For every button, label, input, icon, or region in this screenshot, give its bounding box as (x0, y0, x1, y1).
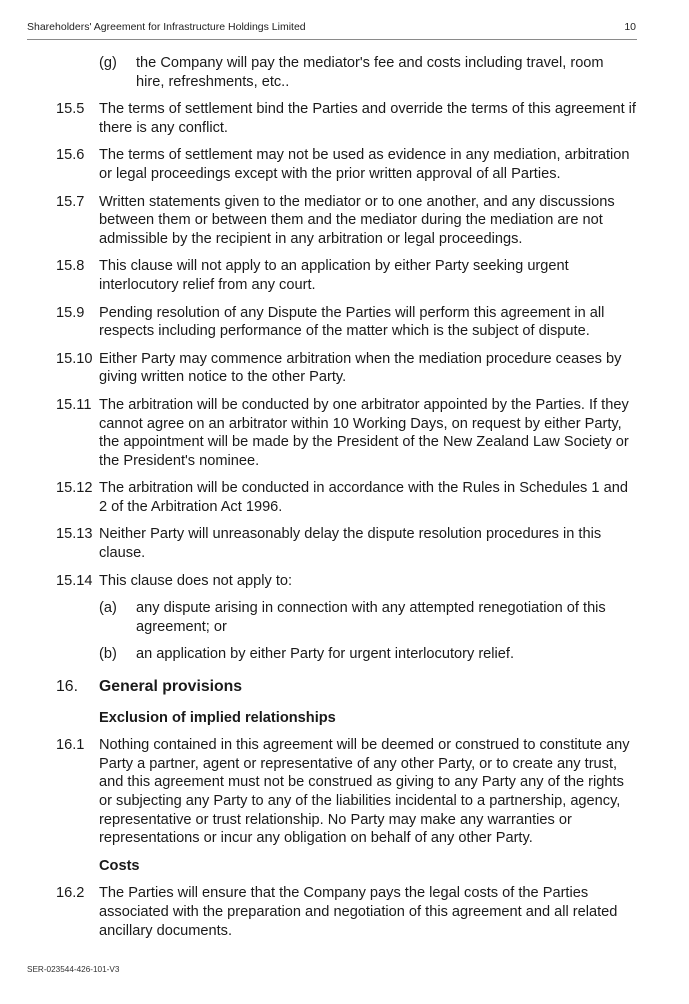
item-number: (a) (99, 600, 117, 617)
clause-text: The terms of settlement may not be used as evidence in any mediation, arbitration or legal proceedings except with the prior written approval of all Parties. (99, 147, 630, 182)
clause-number: 15.11 (56, 396, 92, 413)
clause-number: 15.14 (56, 572, 93, 589)
clause-15-10 (56, 350, 636, 387)
clause-15-9 (56, 304, 636, 341)
clause-16-1 (56, 736, 636, 848)
clause-text: Either Party may commence arbitration when the mediation procedure ceases by giving written notice to the other Party. (99, 350, 622, 386)
clause-number: 15.7 (56, 193, 85, 210)
clause-text: The Parties will ensure that the Company pays the legal costs of the Parties associated with the preparation and negotiation of this agreement and all related ancillary documents. (99, 885, 618, 939)
clause-text: The arbitration will be conducted by one arbitrator appointed by the Parties. If they cannot agree on an arbitrator within 10 Working Days, on request by either Party, the appointment will be made by the President of the New Zealand Law Society or the President's nominee. (99, 396, 629, 469)
clause-text: Pending resolution of any Dispute the Parties will perform this agreement in all respects including performance of the matter which is the subject of dispute. (99, 304, 605, 340)
list-item-b (99, 645, 636, 664)
clause-number: 15.10 (56, 350, 93, 367)
clause-15-11 (56, 396, 636, 470)
item-text: the Company will pay the mediator's fee and costs including travel, room hire, refreshments, etc.. (136, 55, 604, 90)
document-title: Shareholders' Agreement for Infrastructure Holdings Limited (27, 21, 306, 33)
clause-text: Written statements given to the mediator or to one another, and any discussions between them or between them and the mediator during the mediation are not admissible by the recipient in any arbitration or legal proceedings. (99, 193, 615, 247)
clause-15-7 (56, 193, 636, 249)
clause-text: The terms of settlement bind the Parties and override the terms of this agreement if there is any conflict. (99, 101, 636, 136)
clause-text: Neither Party will unreasonably delay the dispute resolution procedures in this clause. (99, 526, 602, 562)
clause-number: 15.12 (56, 480, 93, 497)
clause-15-8 (56, 257, 636, 294)
clause-number: 16.1 (56, 737, 85, 754)
page-number: 10 (624, 21, 636, 33)
subheading-costs: Costs (99, 857, 140, 874)
clause-15-13 (56, 525, 636, 562)
clause-15-5 (56, 100, 636, 137)
clause-16-2 (56, 884, 636, 940)
clause-number: 16.2 (56, 885, 85, 902)
document-body (56, 54, 636, 949)
clause-text: The arbitration will be conducted in accordance with the Rules in Schedules 1 and 2 of the Arbitration Act 1996. (99, 480, 628, 515)
document-reference: SER-023544-426-101-V3 (27, 965, 120, 974)
clause-15-12 (56, 479, 636, 516)
item-text: an application by either Party for urgent interlocutory relief. (136, 646, 515, 663)
list-item-g (99, 54, 636, 91)
list-item-a (99, 599, 636, 636)
subheading-exclusion: Exclusion of implied relationships (99, 709, 336, 726)
item-text: any dispute arising in connection with any attempted renegotiation of this agreement; or (136, 600, 606, 635)
clause-15-6 (56, 146, 636, 183)
clause-text: Nothing contained in this agreement will be deemed or construed to constitute any Party a partner, agent or representative of any other Party, or to create any trust, and this agreement must not be construed as giving to any Party any of the rights or subjecting any Party to any of the liabilities incidental to a partnership, agency, representative or trust relationship. No Party may make any warranties or representations or incur any obligation on behalf of any other Party. (99, 737, 630, 847)
header-divider (27, 39, 637, 40)
section-number: 16. (56, 678, 78, 696)
item-number: (g) (99, 55, 117, 71)
clause-text: This clause will not apply to an application by either Party seeking urgent interlocutory relief from any court. (99, 258, 569, 293)
clause-text: This clause does not apply to: (99, 572, 293, 589)
section-title: General provisions (99, 678, 243, 696)
section-heading-16 (56, 678, 636, 697)
item-number: (b) (99, 646, 117, 663)
clause-number: 15.6 (56, 147, 85, 164)
clause-15-14 (56, 572, 636, 591)
clause-number: 15.8 (56, 258, 85, 275)
clause-number: 15.13 (56, 526, 93, 543)
clause-number: 15.9 (56, 304, 85, 321)
clause-number: 15.5 (56, 101, 85, 118)
